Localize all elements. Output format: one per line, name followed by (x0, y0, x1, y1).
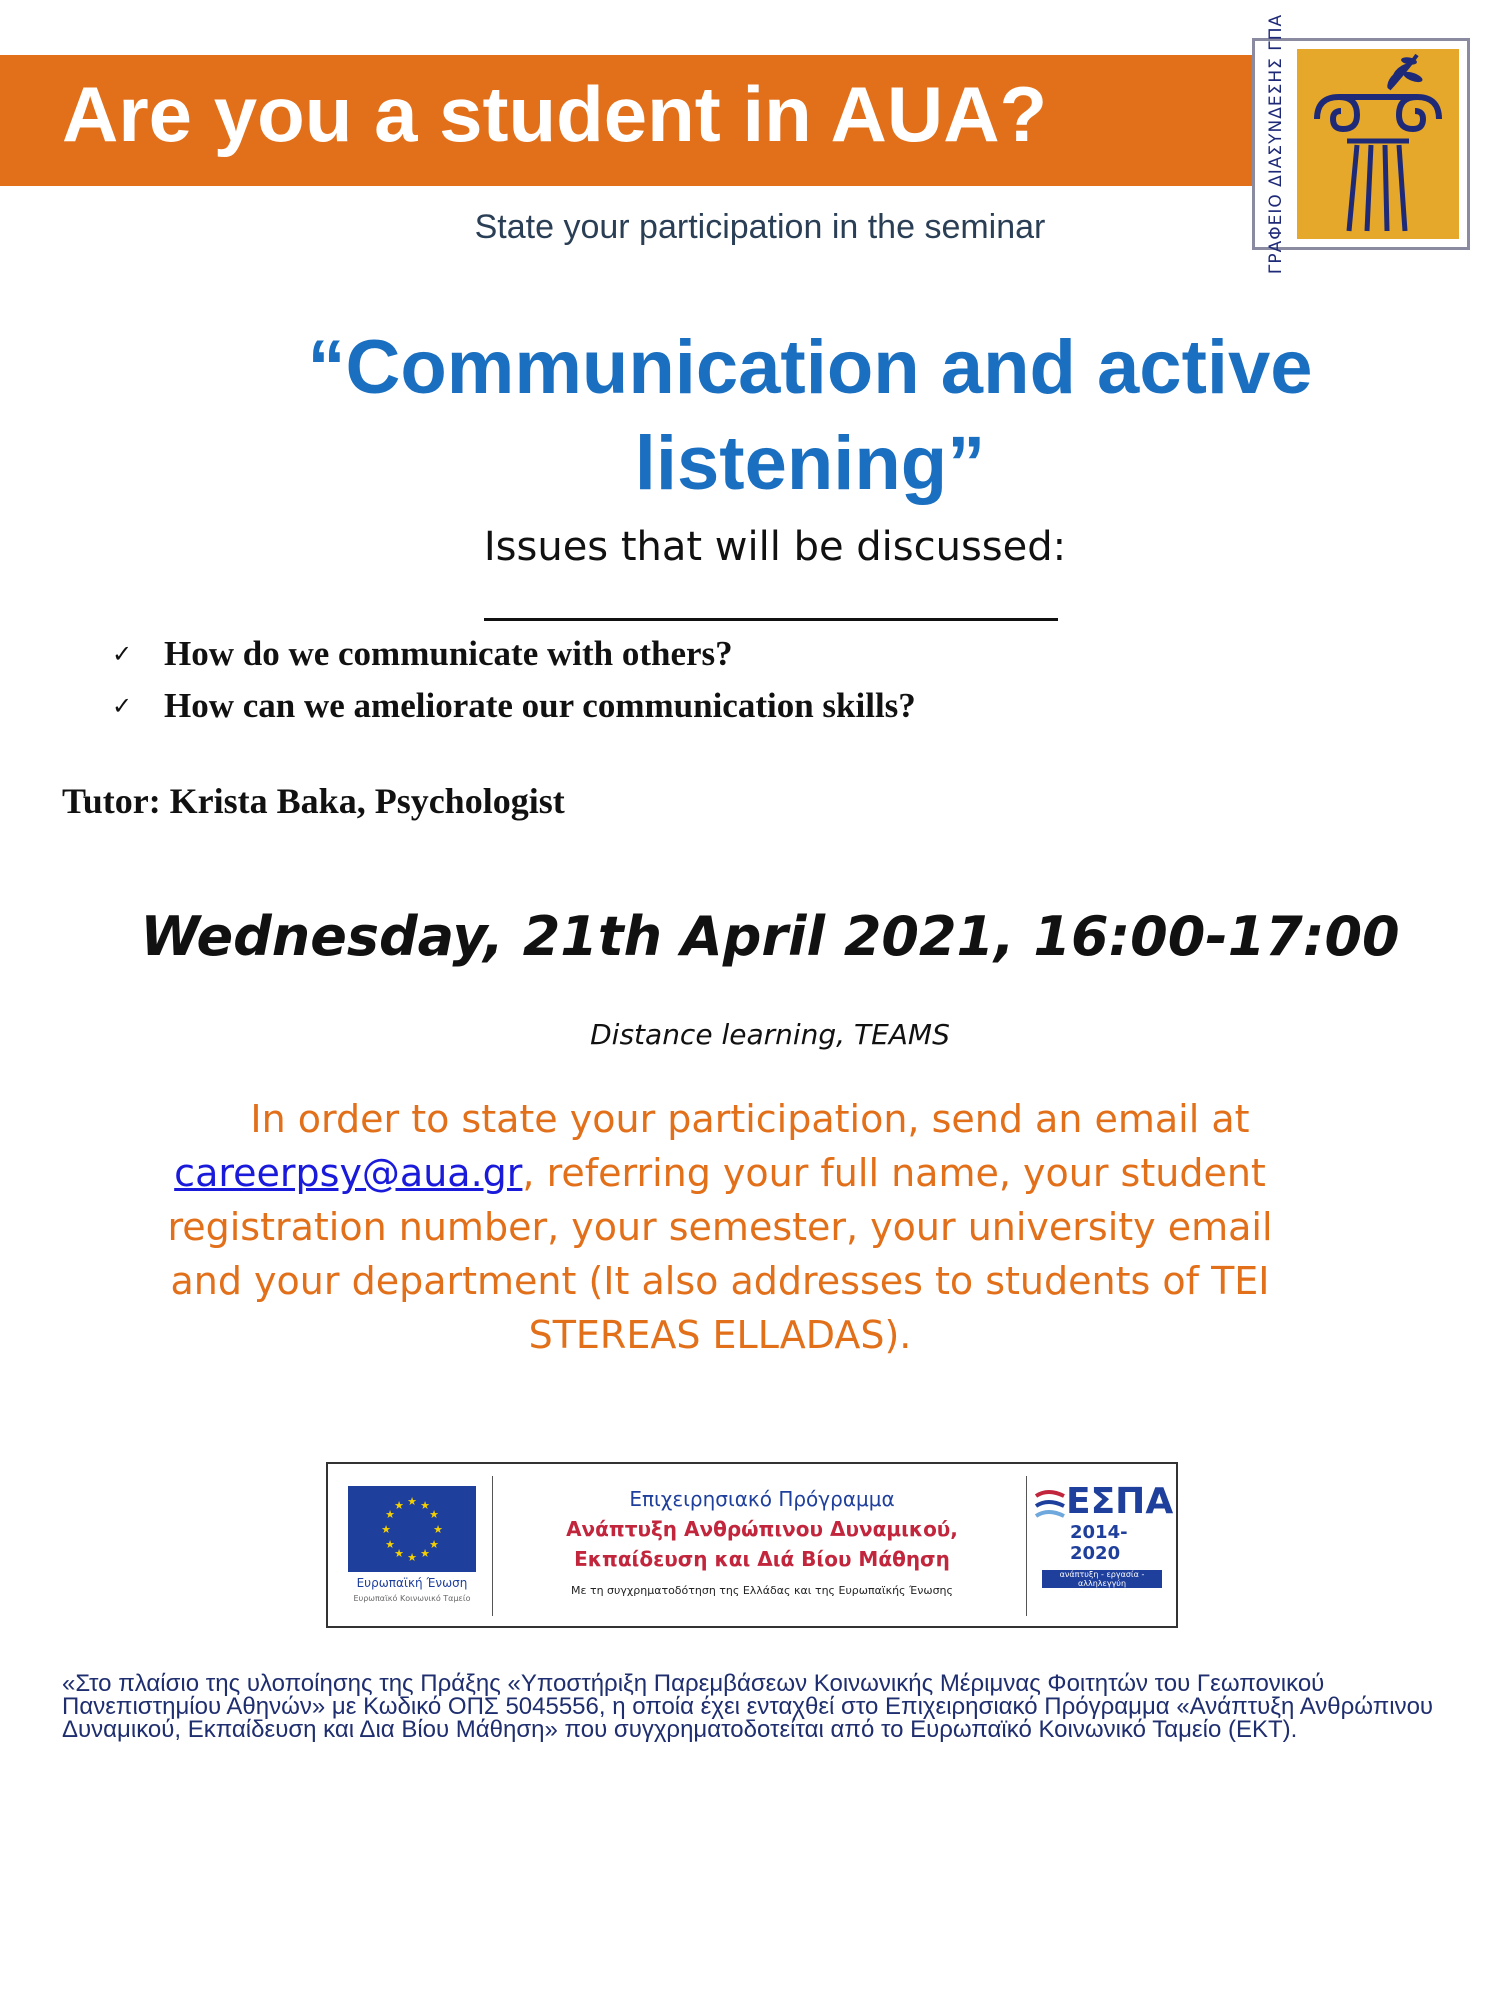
list-item (112, 680, 916, 732)
svg-text:★: ★ (407, 1551, 417, 1564)
svg-text:★: ★ (385, 1538, 395, 1551)
svg-text:★: ★ (407, 1495, 417, 1508)
tutor-line: Tutor: Krista Baka, Psychologist (62, 781, 565, 821)
eu-sublabel: Ευρωπαϊκό Κοινωνικό Ταμείο (353, 1594, 471, 1603)
program-text (502, 1484, 1022, 1597)
program-line-2: Ανάπτυξη Ανθρώπινου Δυναμικού, (566, 1517, 958, 1541)
funding-banner (326, 1462, 1178, 1628)
espa-title: ΕΣΠΑ (1066, 1481, 1174, 1522)
seminar-title: “Communication and active listening” (307, 325, 1313, 506)
registration-instructions (150, 1092, 1290, 1362)
program-line-3: Εκπαίδευση και Διά Βίου Μάθηση (574, 1547, 950, 1571)
eu-flag-icon (348, 1486, 476, 1572)
instructions-details: , referring your full name, your student registration number, your semester, your university email and your department (It also addresses to students of TEI STEREAS ELLADAS). (167, 1151, 1273, 1357)
issues-underline (484, 618, 1058, 621)
check-icon: ✓ (112, 640, 133, 668)
program-line-4: Με τη συγχρηματοδότηση της Ελλάδας και της Ευρωπαϊκής Ένωσης (571, 1584, 953, 1597)
issue-text: How do we communicate with others? (164, 634, 733, 673)
espa-years: 2014-2020 (1070, 1522, 1128, 1564)
svg-text:★: ★ (381, 1523, 391, 1536)
issues-heading: Issues that will be discussed: (483, 524, 1067, 570)
event-datetime: Wednesday, 21th April 2021, 16:00-17:00 (140, 905, 1400, 968)
funding-divider (492, 1476, 493, 1616)
email-link[interactable]: careerpsy@aua.gr (174, 1151, 523, 1195)
eu-label: Ευρωπαϊκή Ένωση (356, 1576, 468, 1590)
list-item (112, 628, 916, 680)
svg-text:★: ★ (394, 1499, 404, 1512)
espa-logo (1032, 1481, 1174, 1588)
svg-text:★: ★ (394, 1547, 404, 1560)
issue-text: How can we ameliorate our communication skills? (164, 686, 916, 725)
check-icon: ✓ (112, 692, 133, 720)
svg-text:★: ★ (420, 1547, 430, 1560)
svg-text:★: ★ (385, 1508, 395, 1521)
event-mode: Distance learning, TEAMS (590, 1018, 950, 1051)
instructions-intro: In order to state your participation, send an email at (250, 1097, 1250, 1141)
svg-text:★: ★ (429, 1538, 439, 1551)
banner-title: Are you a student in AUA? (62, 70, 1048, 158)
espa-tagline: ανάπτυξη - εργασία - αλληλεγγύη (1042, 1570, 1162, 1588)
svg-text:★: ★ (429, 1508, 439, 1521)
eu-stars-icon (348, 1486, 476, 1572)
funding-footnote: «Στο πλαίσιο της υλοποίησης της Πράξης «Υποστήριξη Παρεμβάσεων Κοινωνικής Μέριμνας Φοιτητών του Γεωπονικού Πανεπιστημίου Αθηνών» με Κωδικό ΟΠΣ 5045556, η οποία έχει ενταχθεί στο Επιχειρησιακό Πρόγραμμα «Ανάπτυξη Ανθρώπινου Δυναμικού, Εκπαίδευση και Δια Βίου Μάθηση» που συγχρηματοδοτείται από το Ευρωπαϊκό Κοινωνικό Ταμείο (ΕΚΤ). (62, 1670, 1434, 1743)
logo-vertical-label: ΓΡΑΦΕΙΟ ΔΙΑΣΥΝΔΕΣΗΣ ΓΠΑ (1266, 13, 1286, 275)
funding-divider (1026, 1476, 1027, 1616)
participation-subtitle: State your participation in the seminar (474, 208, 1046, 246)
espa-waves-icon (1034, 1484, 1068, 1524)
svg-text:★: ★ (420, 1499, 430, 1512)
svg-text:★: ★ (433, 1523, 443, 1536)
program-line-1: Επιχειρησιακό Πρόγραμμα (629, 1487, 895, 1511)
issues-list (112, 628, 916, 732)
